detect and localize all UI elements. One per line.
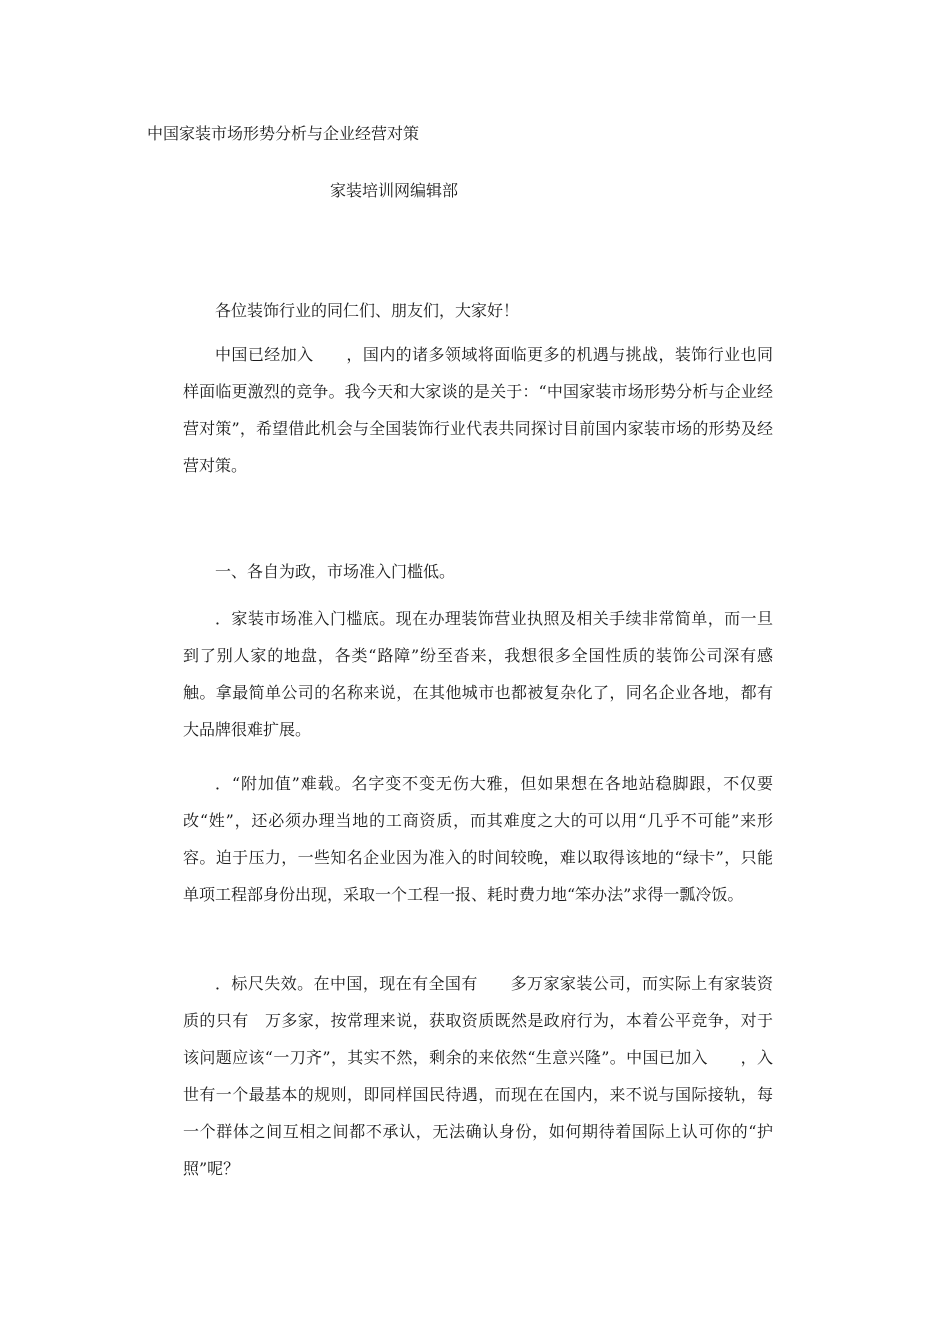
intro-paragraph: 中国已经加入 ，国内的诸多领域将面临更多的机遇与挑战，装饰行业也同样面临更激烈的竞争。我今天和大家谈的是关于：“中国家装市场形势分析与企业经营对策”，希望借此机会与全国装饰行业代表共同探讨目前国内家装市场的形势及经营对策。 (183, 345, 773, 475)
document-title: 中国家装市场形势分析与企业经营对策 (147, 124, 420, 143)
section-heading: 一、各自为政，市场准入门槛低。 (215, 562, 456, 581)
greeting-paragraph: 各位装饰行业的同仁们、朋友们，大家好！ (215, 301, 520, 320)
section-item-3: ．标尺失效。在中国，现在有全国有 多万家家装公司，而实际上有家装资质的只有 万多家，按常理来说，获取资质既然是政府行为，本着公平竞争，对于该问题应该“一刀齐”，其实不然，剩余的来依然“生意兴隆”。中国已加入 ，入世有一个最基本的规则，即同样国民待遇，而现在在国内，来不说与国际接轨，每一个群体之间互相之间都不承认，无法确认身份，如何期待着国际上认可你的“护照”呢？ (183, 974, 773, 1178)
section-item-1: ．家装市场准入门槛底。现在办理装饰营业执照及相关手续非常简单，而一旦到了别人家的地盘，各类“路障”纷至沓来，我想很多全国性质的装饰公司深有感触。拿最简单公司的名称来说，在其他城市也都被复杂化了，同名企业各地，都有大品牌很难扩展。 (183, 609, 773, 739)
document-author: 家装培训网编辑部 (330, 181, 459, 200)
section-item-2: ．“附加值”难载。名字变不变无伤大雅，但如果想在各地站稳脚跟，不仅要改“姓”，还必须办理当地的工商资质，而其难度之大的可以用“几乎不可能”来形容。迫于压力，一些知名企业因为准入的时间较晚，难以取得该地的“绿卡”，只能单项工程部身份出现，采取一个工程一报、耗时费力地“笨办法”求得一瓢冷饭。 (183, 774, 773, 904)
